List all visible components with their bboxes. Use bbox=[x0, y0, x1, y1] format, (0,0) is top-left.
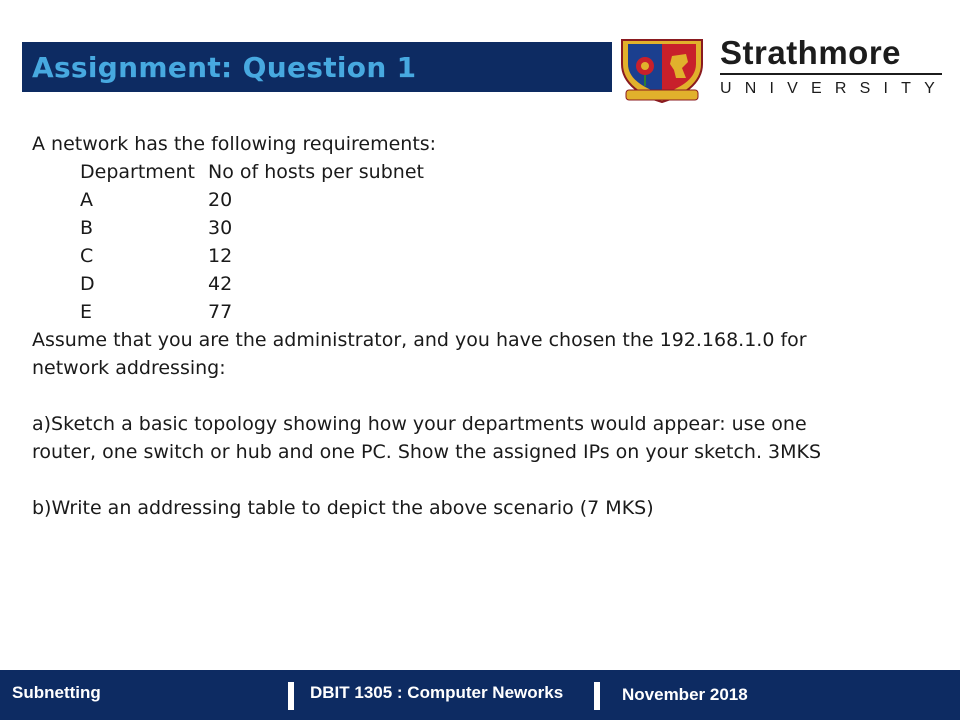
part-a-line-2: router, one switch or hub and one PC. Show the assigned IPs on your sketch. 3MKS bbox=[32, 441, 822, 463]
header-department: Department bbox=[80, 161, 195, 183]
hosts-cell: 42 bbox=[208, 273, 233, 295]
spacer bbox=[32, 382, 932, 410]
table-row bbox=[32, 242, 932, 270]
crest-icon bbox=[616, 34, 708, 104]
dept-cell: D bbox=[80, 273, 95, 295]
footer-course: DBIT 1305 : Computer Neworks bbox=[310, 683, 564, 702]
slide-title: Assignment: Question 1 bbox=[32, 50, 417, 84]
hosts-cell: 30 bbox=[208, 217, 233, 239]
hosts-cell: 20 bbox=[208, 189, 233, 211]
dept-cell: B bbox=[80, 217, 94, 239]
question-body bbox=[32, 130, 932, 522]
spacer bbox=[32, 466, 932, 494]
logo-divider bbox=[720, 73, 942, 75]
table-row bbox=[32, 186, 932, 214]
university-logo bbox=[616, 34, 949, 104]
table-row bbox=[32, 298, 932, 326]
title-bar bbox=[22, 42, 612, 92]
dept-cell: A bbox=[80, 189, 93, 211]
footer-date: November 2018 bbox=[622, 685, 748, 704]
table-row bbox=[32, 214, 932, 242]
footer-separator bbox=[288, 682, 294, 710]
dept-cell: C bbox=[80, 245, 94, 267]
hosts-cell: 12 bbox=[208, 245, 233, 267]
header-hosts: No of hosts per subnet bbox=[208, 161, 424, 183]
table-header-row bbox=[32, 158, 932, 186]
footer-separator bbox=[594, 682, 600, 710]
assume-line-2: network addressing: bbox=[32, 357, 226, 379]
logo-subtitle: UNIVERSITY bbox=[720, 80, 949, 97]
assume-line-1: Assume that you are the administrator, and you have chosen the 192.168.1.0 for bbox=[32, 329, 807, 351]
part-a-line-1: a)Sketch a basic topology showing how your departments would appear: use one bbox=[32, 413, 807, 435]
intro-text: A network has the following requirements: bbox=[32, 133, 437, 155]
hosts-cell: 77 bbox=[208, 301, 233, 323]
footer-topic: Subnetting bbox=[12, 683, 101, 702]
footer-bar bbox=[0, 670, 960, 720]
table-row bbox=[32, 270, 932, 298]
part-b-line-1: b)Write an addressing table to depict the above scenario (7 MKS) bbox=[32, 497, 654, 519]
dept-cell: E bbox=[80, 301, 93, 323]
logo-name: Strathmore bbox=[720, 34, 902, 71]
wordmark bbox=[720, 34, 949, 104]
